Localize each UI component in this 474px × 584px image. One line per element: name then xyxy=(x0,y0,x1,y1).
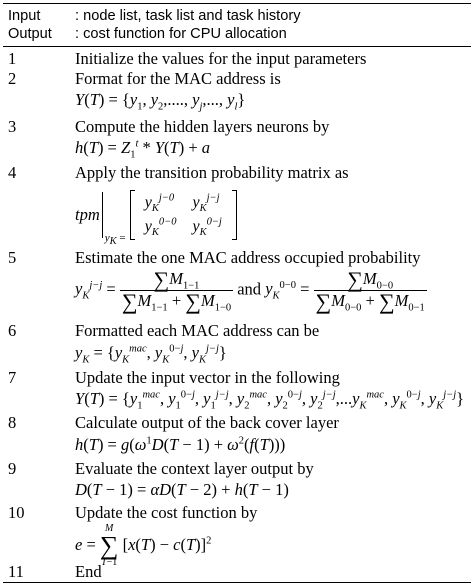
input-key: Input xyxy=(8,8,41,24)
equation-input-vector: $Y(T) = \{y_1^{mac}$, $y_1^{0-j}$, $y_1^{j-j}$, $y_2^{mac}$, $y_2^{0-j}$, $y_2^{j-j},...y_K^{mac}$, $y_K^{0-j}$, $y_K^{j-j}$} xyxy=(75,389,465,412)
algorithm-table xyxy=(3,3,471,583)
output-value: : cost function for CPU allocation xyxy=(75,26,287,42)
step-text: Update the cost function by xyxy=(75,503,258,522)
step-number: 2 xyxy=(8,69,17,88)
step-text: Initialize the values for the input parameters xyxy=(75,49,367,68)
step-text: Estimate the one MAC address occupied probability xyxy=(75,248,421,267)
step-text: Update the input vector in the following xyxy=(75,368,340,387)
and-word: and xyxy=(237,279,262,299)
step-number: 9 xyxy=(8,459,17,478)
step-number: 10 xyxy=(8,503,25,522)
equation-transition-matrix: tpmy$_K$ = $y_K^{j-0}$ $y_K^{j-j}$ $y_K^{0-0}$ $y_K^{0-j}$ xyxy=(75,190,237,248)
equation-mac-format: $Y(T) = \{y_1$, $y_2$,...., $y_j$,..., $y_l$} xyxy=(75,90,246,113)
step-number: 1 xyxy=(8,49,17,68)
step-number: 8 xyxy=(8,413,17,432)
step-text: Formatted each MAC address can be xyxy=(75,321,320,340)
step-text: Compute the hidden layers neurons by xyxy=(75,117,330,136)
step-number: 3 xyxy=(8,117,17,136)
step-text: Evaluate the context layer output by xyxy=(75,459,314,478)
step-text: End xyxy=(75,562,102,581)
input-value: : node list, task list and task history xyxy=(75,8,301,24)
equation-hidden-layer: $h(T) = Z_1^t * Y(T) + a$ xyxy=(75,138,211,161)
step-number: 4 xyxy=(8,163,17,182)
equation-occupied-probability: $y_K^{j-j}$ = $\frac{\sum M_{1-1}}{\sum M_{1-1} + \sum M_{1-0}}$ and $y_K^{0-0}$ = $\frac{\sum M_{0-0}}{\sum M_{0-0} + \sum M_{0-1}}$ xyxy=(75,267,425,314)
step-number: 6 xyxy=(8,321,17,340)
step-text: Format for the MAC address is xyxy=(75,69,281,88)
equation-context-layer: D(T − 1) = αD(T − 2) + h(T − 1) xyxy=(75,480,289,499)
step-number: 7 xyxy=(8,368,17,387)
output-key: Output xyxy=(8,26,52,42)
step-number: 11 xyxy=(8,562,24,581)
header-divider xyxy=(3,46,471,47)
equation-back-cover-output: $h(T) = g(\omega^1D(T - 1) + \omega^2(f(T)))$ xyxy=(75,435,286,454)
equation-cost-function: e = M ∑ T−1 $[x(T) - c(T)]^2$ xyxy=(75,523,212,568)
equation-mac-formatted: $y_K = \{y_K^{mac}$, $y_K^{0-j}$, $y_K^{j-j}$} xyxy=(75,343,227,366)
step-text: Apply the transition probability matrix as xyxy=(75,163,349,182)
step-text: Calculate output of the back cover layer xyxy=(75,413,339,432)
step-number: 5 xyxy=(8,248,17,267)
